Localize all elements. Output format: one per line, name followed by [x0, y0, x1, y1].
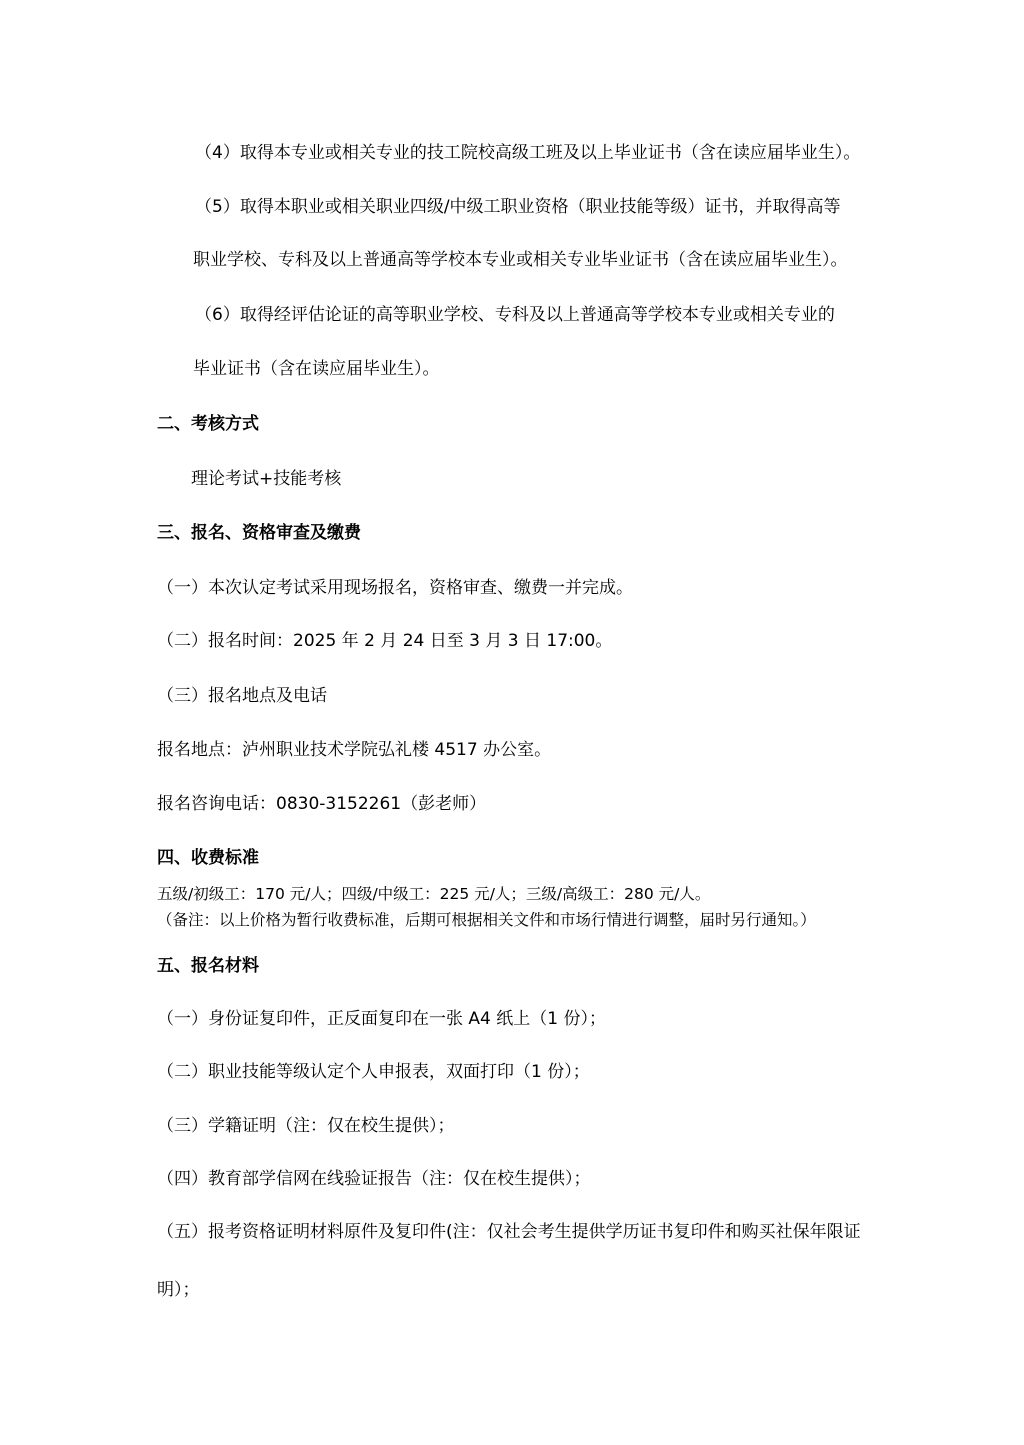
registration-place-phone-heading: （三）报名地点及电话 [157, 686, 327, 706]
material-item-2: （二）职业技能等级认定个人申报表，双面打印（1 份）； [157, 1062, 590, 1082]
material-item-1: （一）身份证复印件，正反面复印在一张 A4 纸上（1 份）； [157, 1009, 606, 1029]
fee-standard-text: 五级/初级工：170 元/人；四级/中级工：225 元/人；三级/高级工：280 元/人。 [157, 885, 711, 903]
registration-location: 报名地点：泸州职业技术学院弘礼楼 4517 办公室。 [157, 740, 552, 760]
material-item-5: （五）报考资格证明材料原件及复印件(注：仅社会考生提供学历证书复印件和购买社保年限证 [157, 1222, 861, 1242]
qualification-line-5: （5）取得本职业或相关职业四级/中级工职业资格（职业技能等级）证书，并取得高等 [195, 197, 841, 217]
section-heading-registration: 三、报名、资格审查及缴费 [157, 523, 361, 543]
registration-item-1: （一）本次认定考试采用现场报名，资格审查、缴费一并完成。 [157, 578, 633, 598]
material-item-4: （四）教育部学信网在线验证报告（注：仅在校生提供）； [157, 1169, 591, 1189]
section-heading-fees: 四、收费标准 [157, 848, 259, 868]
fee-note-text: （备注：以上价格为暂行收费标准，后期可根据相关文件和市场行情进行调整，届时另行通知。） [157, 911, 816, 929]
section-heading-materials: 五、报名材料 [157, 956, 259, 976]
material-item-3: （三）学籍证明（注：仅在校生提供）； [157, 1116, 455, 1136]
registration-time: （二）报名时间：2025 年 2 月 24 日至 3 月 3 日 17:00。 [157, 631, 613, 651]
qualification-line-6-continued: 毕业证书（含在读应届毕业生）。 [193, 359, 440, 379]
qualification-line-6: （6）取得经评估论证的高等职业学校、专科及以上普通高等学校本专业或相关专业的 [195, 305, 835, 325]
qualification-line-4: （4）取得本专业或相关专业的技工院校高级工班及以上毕业证书（含在读应届毕业生）。 [195, 143, 861, 163]
qualification-line-5-continued: 职业学校、专科及以上普通高等学校本专业或相关专业毕业证书（含在读应届毕业生）。 [193, 250, 848, 270]
material-item-5-continued: 明）； [157, 1280, 200, 1300]
section-heading-assessment: 二、考核方式 [157, 414, 259, 434]
assessment-method-text: 理论考试+技能考核 [191, 469, 342, 489]
registration-phone: 报名咨询电话：0830-3152261（彭老师） [157, 794, 487, 814]
